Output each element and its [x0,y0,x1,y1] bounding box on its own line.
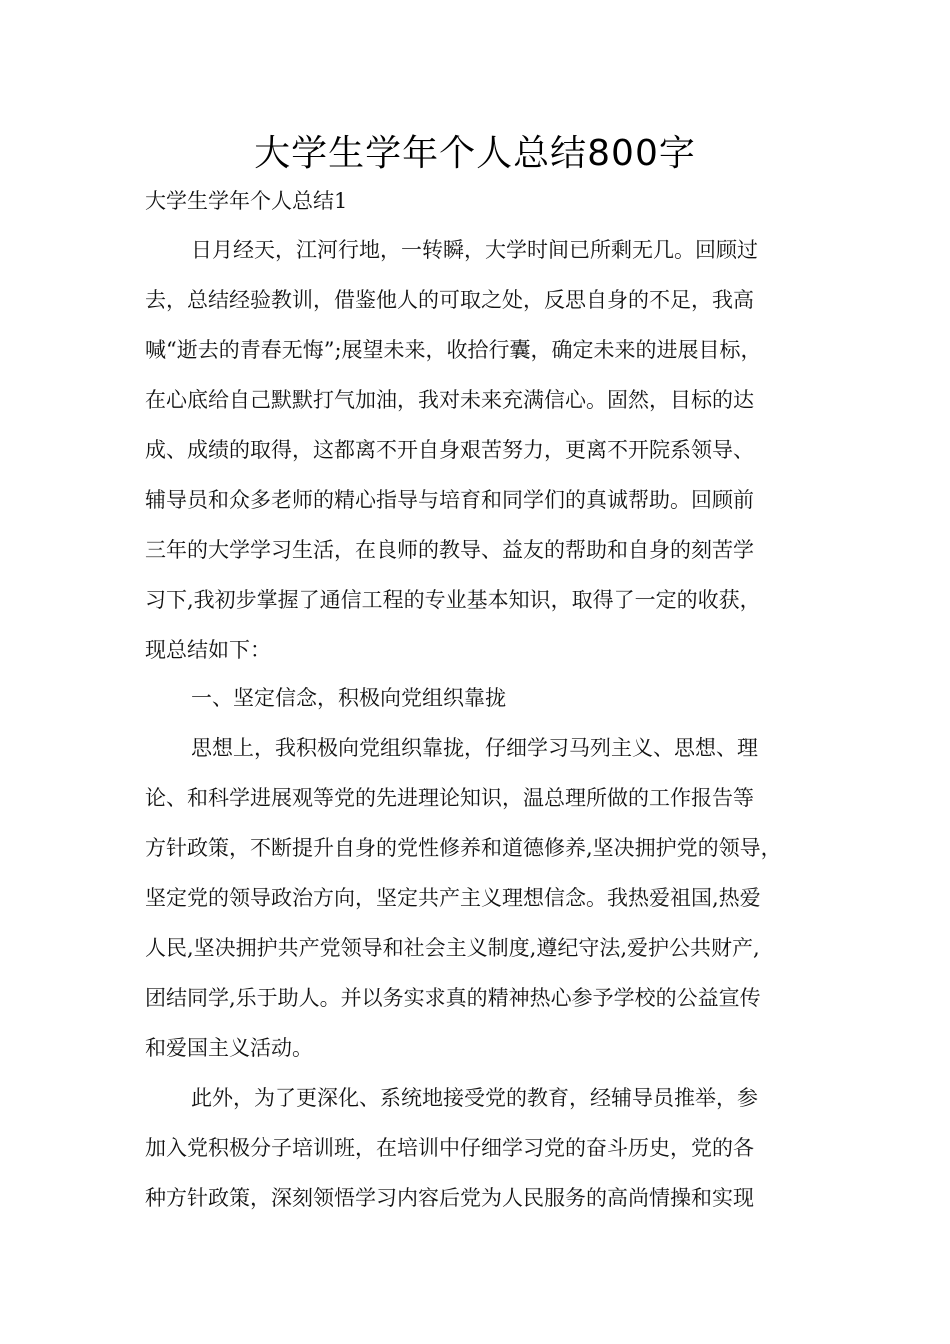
paragraph-line: 现总结如下： [145,638,271,662]
section-heading: 大学生学年个人总结1 [145,189,348,213]
paragraph-line: 坚定党的领导政治方向，坚定共产主义理想信念。我热爱祖国,热爱 [145,886,761,910]
paragraph-line: 论、和科学进展观等党的先进理论知识，温总理所做的工作报告等 [145,786,754,810]
paragraph-line: 在心底给自己默默打气加油，我对未来充满信心。固然，目标的达 [145,388,754,412]
paragraph-line: 日月经天，江河行地，一转瞬，大学时间已所剩无几。回顾过 [191,238,758,262]
paragraph-line: 团结同学,乐于助人。并以务实求真的精神热心参予学校的公益宣传 [145,986,761,1010]
paragraph-line: 喊“逝去的青春无悔”;展望未来，收拾行囊，确定未来的进展目标， [145,338,762,362]
paragraph-thought [145,723,815,1073]
paragraph-line: 方针政策，不断提升自身的党性修养和道德修养,坚决拥护党的领导， [145,836,782,860]
paragraph-line: 辅导员和众多老师的精心指导与培育和同学们的真诚帮助。回顾前 [145,488,754,512]
paragraph-training [145,1073,815,1223]
paragraph-line: 人民,坚决拥护共产党领导和社会主义制度,遵纪守法,爱护公共财产, [145,936,760,960]
document-title: 大学生学年个人总结800字 [254,133,696,174]
paragraph-line: 成、成绩的取得，这都离不开自身艰苦努力，更离不开院系领导、 [145,438,754,462]
paragraph-line: 思想上，我积极向党组织靠拢，仔细学习马列主义、思想、理 [191,736,758,760]
paragraph-line: 和爱国主义活动。 [145,1036,313,1060]
paragraph-line: 去，总结经验教训，借鉴他人的可取之处，反思自身的不足，我高 [145,288,754,312]
paragraph-line: 习下,我初步掌握了通信工程的专业基本知识，取得了一定的收获， [145,588,761,612]
section-heading-line: 一、坚定信念，积极向党组织靠拢 [191,686,506,710]
paragraph-line: 加入党积极分子培训班，在培训中仔细学习党的奋斗历史，党的各 [145,1136,754,1160]
paragraph-line: 此外，为了更深化、系统地接受党的教育，经辅导员推举，参 [191,1086,758,1110]
paragraph-intro [145,225,815,675]
section-heading-belief [145,673,815,723]
paragraph-line: 种方针政策，深刻领悟学习内容后党为人民服务的高尚情操和实现 [145,1186,754,1210]
paragraph-line: 三年的大学学习生活，在良师的教导、益友的帮助和自身的刻苦学 [145,538,754,562]
